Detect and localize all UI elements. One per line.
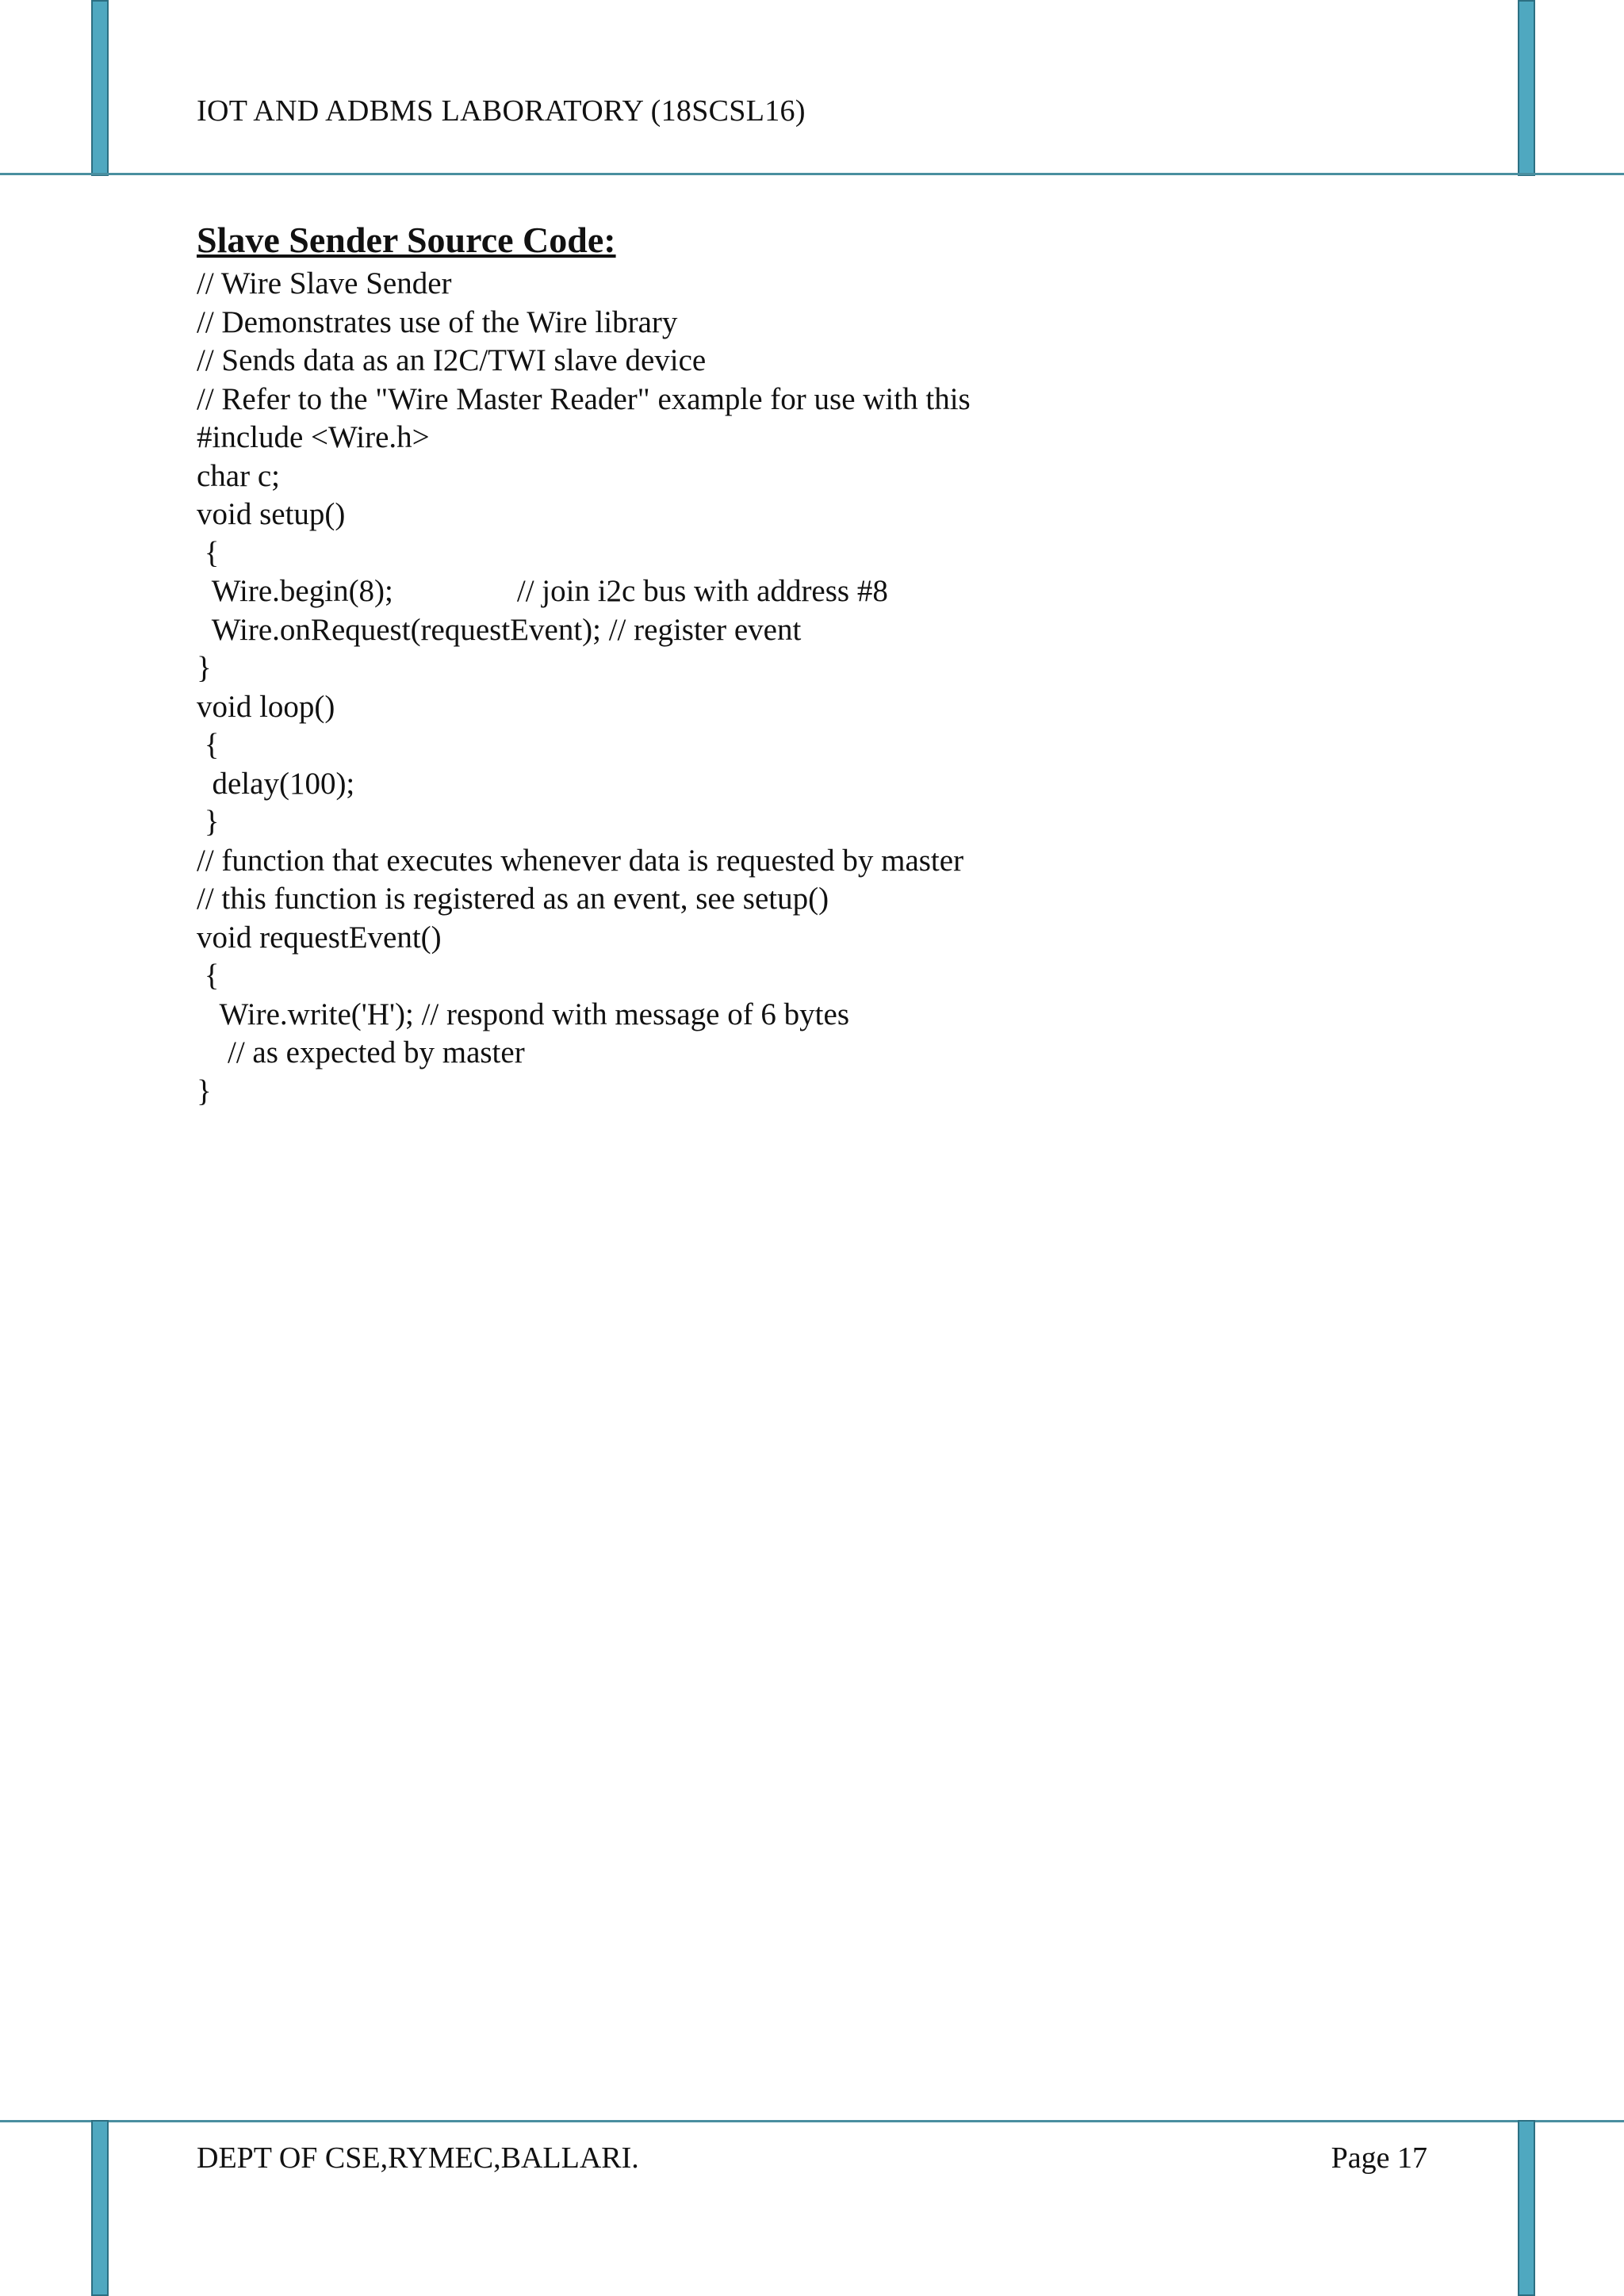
code-line: char c;	[197, 458, 281, 493]
code-line: }	[197, 1073, 212, 1108]
code-line: // Wire Slave Sender	[197, 266, 452, 300]
code-line: }	[197, 805, 220, 839]
code-line: delay(100);	[197, 766, 355, 801]
code-line: void loop()	[197, 689, 335, 724]
header-left-bar	[91, 0, 109, 176]
code-line: void requestEvent()	[197, 920, 442, 955]
code-line: {	[197, 959, 220, 993]
code-line: Wire.begin(8); // join i2c bus with address #8	[197, 574, 888, 608]
code-line: Wire.write('H'); // respond with message of 6 bytes	[197, 997, 849, 1031]
main-content	[197, 216, 1426, 1111]
code-line: // function that executes whenever data is requested by master	[197, 843, 964, 878]
footer-left-bar	[91, 2120, 109, 2296]
page-header-title: IOT AND ADBMS LABORATORY (18SCSL16)	[197, 94, 806, 128]
footer-department: DEPT OF CSE,RYMEC,BALLARI.	[197, 2141, 639, 2175]
code-line: // Refer to the "Wire Master Reader" example for use with this	[197, 381, 971, 416]
code-line: // this function is registered as an event, see setup()	[197, 882, 829, 916]
code-line: void setup()	[197, 497, 346, 531]
footer-rule	[0, 2120, 1624, 2122]
code-line: {	[197, 728, 220, 762]
code-line: }	[197, 651, 212, 685]
section-heading: Slave Sender Source Code:	[197, 220, 616, 260]
header-right-bar	[1518, 0, 1535, 176]
header-rule	[0, 173, 1624, 175]
code-line: // Demonstrates use of the Wire library	[197, 304, 678, 339]
page-number: Page 17	[1331, 2141, 1427, 2175]
code-listing	[197, 265, 1426, 1111]
code-line: // as expected by master	[197, 1035, 525, 1070]
code-line: {	[197, 535, 220, 570]
code-line: // Sends data as an I2C/TWI slave device	[197, 343, 707, 377]
footer-right-bar	[1518, 2120, 1535, 2296]
code-line: Wire.onRequest(requestEvent); // register event	[197, 612, 802, 647]
code-line: #include <Wire.h>	[197, 420, 430, 454]
